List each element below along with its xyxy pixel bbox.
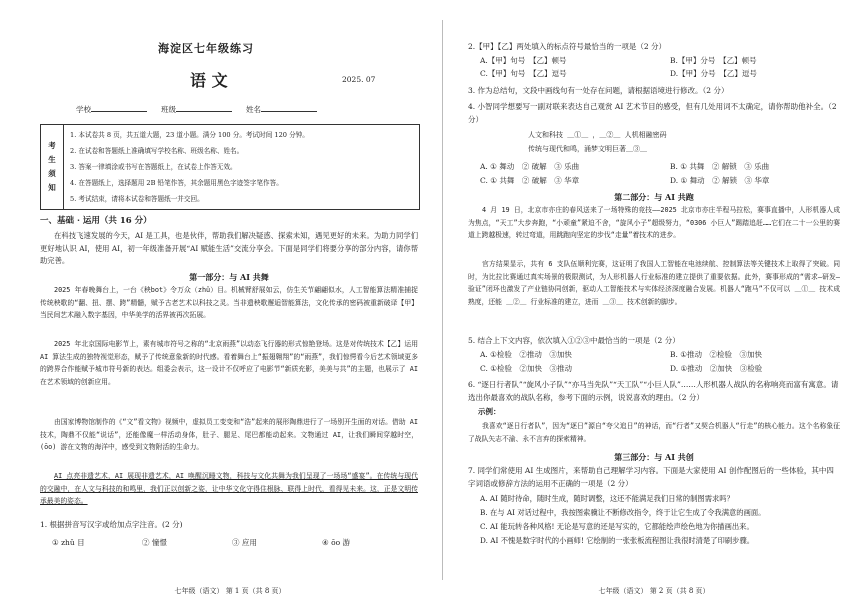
name-label: 姓名 <box>246 105 261 114</box>
notice-side-char: 知 <box>48 183 56 192</box>
notice-side-char: 生 <box>48 155 56 164</box>
notice-side-label <box>41 125 64 209</box>
notice-item: 5. 考试结束，请将本试卷和答题纸一并交回。 <box>70 195 204 203</box>
question-7-options <box>480 492 840 548</box>
notice-side-char: 须 <box>48 169 56 178</box>
option[interactable]: B.【甲】分号 【乙】顿号 <box>670 56 757 65</box>
option[interactable]: ④ ōo 游 <box>322 538 351 547</box>
option[interactable]: A. ① 舞动 ② 破解 ③ 乐曲 <box>480 162 580 171</box>
notice-items <box>64 125 419 209</box>
page-divider <box>442 20 443 580</box>
name-field[interactable] <box>246 104 317 115</box>
couplet-line: 人文和科技 ＿①＿ ，＿②＿ 人机相融密码 <box>528 131 667 139</box>
notice-item: 4. 在答题纸上，选择题用 2B 铅笔作答，其余题用黑色字迹签字笔作答。 <box>70 179 283 187</box>
exam-date: 2025. 07 <box>342 75 376 84</box>
intro-text: 在科技飞速发展的今天，AI 是工具，也是伙伴，帮助我们解决疑惑、探索未知，遇见更好的未来。为助力同学们更好地认识 AI，使用 AI，初一年级准备开展“AI 赋能生活”交流分享会。下面是同学们将要分享的部分内容，请你帮助完善。 <box>40 231 418 266</box>
option[interactable]: B. ①推动 ②检验 ③加快 <box>670 350 763 359</box>
question-3: 3. 作为总结句，文段中画线句有一处存在问题，请根据语境进行修改。（2 分） <box>468 86 729 95</box>
school-label: 学校 <box>76 105 91 114</box>
passage-paragraph: 由国家博物馆制作的《“文”看文物》视频中，虚拟员工变变和“浩”起来的展形陶鼎进行了一场别开生面的对话。借助 AI 技术，陶鼎不仅能“说话”，还能像魔一样活动身体，肚子、腿足、尾巴都能动起来。文物通过 AI，让我们瞬间穿越时空，(ōo) 游在文物的海洋中，感受到文物附活的生命力。 <box>40 418 418 452</box>
option[interactable]: A. AI 随时待命，随时生成，随时调整，这还不能满足我们日常的制图需求吗？ <box>480 494 734 503</box>
part-title: 第三部分：与 AI 共创 <box>614 452 694 462</box>
class-field[interactable] <box>161 104 232 115</box>
notice-box <box>40 124 420 210</box>
notice-side-char: 考 <box>48 141 56 150</box>
option[interactable]: ② 憧憬 <box>142 538 167 547</box>
example-label: 示例： <box>478 407 501 416</box>
notice-item: 2. 在试卷和答题纸上准确填写学校名称、班级名称、姓名。 <box>70 147 244 155</box>
question-6: 6. “逐日行者队”“旋风小子队”“亦马当先队”“天工队”“小巨人队”……人形机器人战队的名称响亮而富有寓意。请选出你最喜欢的战队名称，参考下面的示例，说说喜欢的理由。（2 分） <box>468 380 839 402</box>
question-1: 1. 根据拼音写汉字或给加点字注音。(2 分) <box>40 520 183 529</box>
option[interactable]: C. ① 共舞 ② 破解 ③ 华章 <box>480 176 580 185</box>
option[interactable]: A. ①检验 ②推动 ③加快 <box>480 350 572 359</box>
school-field[interactable] <box>76 104 147 115</box>
page-footer-left: 七年级（语文） 第 1 页（共 8 页） <box>174 587 286 595</box>
example-text: 我喜欢“逐日行者队”，因为“逐日”源自“夸父追日”的神话，而“行者”又契合机器人“行走”的核心能力。这个名称象征了战队矢志不渝、永不言弃的探索精神。 <box>468 422 840 443</box>
exam-subject: 语 文 <box>190 71 228 90</box>
passage-paragraph: 2025 年春晚舞台上，一台《秧bot》令万众（zhǔ）目。机械臂舒展如云，仿生关节翩翩似水，人工智能算法精准捕捉传统秧歌的“翻、扭、摆、跨”精髓，赋予古老艺术以科技之灵。当非遗秧歌邂逅智能算法，文化传承的密码被重新破译【甲】当民间艺术融入数字基因，中华美学的活界被再次拓展。 <box>40 286 418 320</box>
option[interactable]: C. ①检验 ②加快 ③推动 <box>480 364 572 373</box>
page-footer-right: 七年级（语文） 第 2 页（共 8 页） <box>598 587 710 595</box>
question-5-options <box>480 348 762 376</box>
passage-paragraph: 4 月 19 日，北京市亦庄的春风送来了一场特殊的竞技——2025 北京市亦庄半程马拉松，赛事直播中，人形机器人成为焦点，“天工”大步奔跑，“小顽童”紧迫不舍，“旋风小子”超级努力，“0306 小巨人”踢踏追赶……它们在二十一公里的赛道上跨越极速，转过弯道，用跳跑向坚定的步伐“走量”着技术的进步。 <box>468 206 840 240</box>
passage-paragraph: 2025 年北京国际电影节上，素有城市符号之称的“北京雨燕”以动态飞行器的形式惊艳登场。这是对传统技术【乙】运用 AI 算法生成的独特视觉形态，赋予了传统意象新的时代感。看着舞台上“振翅翱翔”的“雨燕”，我们惊愕看今后艺术领域更多的跨界合作能赋予城市符号新的表达。组委会表示，这一设计不仅呼应了电影节“新质充影，美美与共”的主题，也展示了 AI 在艺术领域的创新应用。 <box>40 340 418 386</box>
option[interactable]: D.【甲】分号 【乙】逗号 <box>670 69 757 78</box>
question-1-options <box>40 536 422 549</box>
question-4: 4. 小智同学想要写一副对联来表达自己观赏 AI 艺术节目的感受，但有几处用词不太确定，请你帮助他补全。（2 分） <box>468 102 837 124</box>
class-label: 班级 <box>161 105 176 114</box>
option[interactable]: D. AI 不愧是数字时代的小画师! 它绘制的一张张板流程图让我很时清楚了印刷步骤。 <box>480 536 755 545</box>
question-2-options <box>480 54 757 80</box>
question-5: 5. 结合上下文内容，依次填入①②③中最恰当的一项是（2 分） <box>468 336 680 345</box>
option[interactable]: D. ① 舞动 ② 解锁 ③ 华章 <box>670 176 770 185</box>
option[interactable]: C.【甲】句号 【乙】逗号 <box>480 69 567 78</box>
notice-item: 3. 答案一律填涂或书写在答题纸上，在试卷上作答无效。 <box>70 163 237 171</box>
part-title: 第二部分：与 AI 共跑 <box>614 192 694 202</box>
couplet-line: 传统与现代和鸣，涌梦文明巨著＿③＿ <box>528 145 647 153</box>
question-4-options <box>480 160 769 188</box>
passage-paragraph: AI 点亮非遗艺术，AI 展现非遗艺术，AI 唤醒沉睡文物，科技与文化共舞为我们呈现了一场场“盛宴”。在传统与现代的交融中，在人文与科技的和鸣里，我们正以创新之姿，让中华文化守得住根脉、联得上时代，看得见未来。这，正是文明传承最美的姿态。 <box>40 472 418 506</box>
passage-paragraph: 官方结果显示，共有 6 支队伍顺利完赛，这证明了我国人工智能在电池续航、控制算法等关键技术上取得了突破。同时，为比拉比赛通过真实场景的极限测试，为人形机器人行业标准的建立提供了重要依据。此外，赛事形成的“需求—研发—验证”闭环也激发了产业链协同创新，驱动人工智能技术与实体经济深度融合发展。机器人“跑马”不仅可以 ＿①＿ 技术成熟度，还能 ＿②＿ 行业标准的建立，进而 ＿③＿ 技术创新的脚步。 <box>468 260 840 306</box>
option[interactable]: C. AI 能玩转各种风格! 无论是写意的还是写实的，它都能绘声绘色地为你描画出来。 <box>480 522 754 531</box>
part-title: 第一部分：与 AI 共舞 <box>189 272 269 282</box>
option[interactable]: A.【甲】句号 【乙】顿号 <box>480 56 567 65</box>
question-7: 7. 同学们常使用 AI 生成图片，来帮助自己理解学习内容。下面是大家使用 AI 创作配图后的一些体验，其中四字词语或修辞方法的运用不正确的一项是（2 分） <box>468 466 834 488</box>
section-heading: 一、基础 · 运用（共 16 分） <box>40 216 152 226</box>
notice-item: 1. 本试卷共 8 页，共五道大题，23 道小题。满分 100 分。考试时间 120 分钟。 <box>70 131 309 139</box>
option[interactable]: D. ①推动 ②加快 ③检验 <box>670 364 763 373</box>
option[interactable]: B. 在与 AI 对话过程中，我按图索骥让不断修改指令，终于让它生成了令我满意的画面。 <box>480 508 766 517</box>
option[interactable]: B. ① 共舞 ② 解锁 ③ 乐曲 <box>670 162 770 171</box>
option[interactable]: ③ 应用 <box>232 538 257 547</box>
option[interactable]: ① zhǔ 目 <box>52 538 85 547</box>
exam-title: 海淀区七年级练习 <box>158 42 254 55</box>
info-fields <box>76 104 317 115</box>
question-2: 2.【甲】【乙】两处填入的标点符号最恰当的一项是（2 分） <box>468 42 667 51</box>
